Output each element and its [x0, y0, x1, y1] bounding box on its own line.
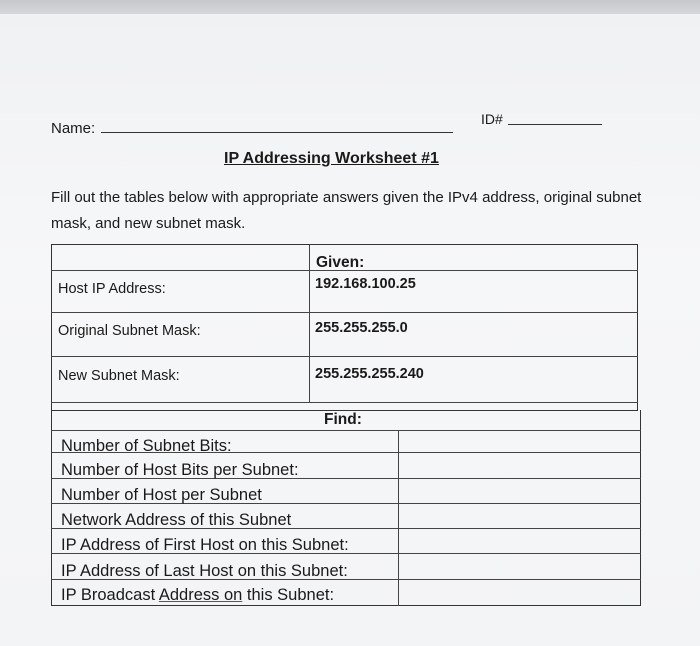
broadcast-underlined: Address on — [158, 586, 243, 604]
broadcast-address-label — [61, 586, 334, 605]
given-row-line — [51, 312, 638, 313]
host-bits-label: Number of Host Bits per Subnet: — [61, 461, 299, 479]
instructions: Fill out the tables below with appropriate answers given the IPv4 address, original subnet mask, and new subnet mask. — [51, 189, 642, 232]
new-mask-label: New Subnet Mask: — [58, 368, 180, 384]
first-host-label: IP Address of First Host on this Subnet: — [61, 536, 349, 554]
broadcast-prefix: IP Broadcast — [61, 586, 159, 604]
last-host-label: IP Address of Last Host on this Subnet: — [61, 562, 348, 580]
subnet-bits-label: Number of Subnet Bits: — [61, 437, 232, 455]
given-row-line — [51, 356, 638, 357]
name-field-line[interactable] — [101, 132, 453, 133]
broadcast-suffix: this Subnet: — [242, 586, 335, 604]
find-row-line — [51, 430, 641, 431]
page-title: IP Addressing Worksheet #1 — [224, 150, 439, 167]
id-field-line[interactable] — [508, 124, 602, 125]
original-mask-value: 255.255.255.0 — [315, 320, 408, 336]
network-address-label: Network Address of this Subnet — [61, 511, 292, 529]
given-row-line — [51, 402, 638, 403]
find-heading: Find: — [324, 411, 362, 428]
hosts-per-subnet-label: Number of Host per Subnet — [61, 486, 262, 504]
new-mask-value: 255.255.255.240 — [315, 366, 424, 382]
host-ip-label: Host IP Address: — [58, 281, 166, 297]
name-label: Name: — [51, 120, 96, 137]
id-label: ID# — [481, 111, 503, 127]
host-ip-value: 192.168.100.25 — [315, 276, 416, 292]
given-col-divider — [309, 244, 310, 402]
given-heading: Given: — [316, 254, 365, 271]
original-mask-label: Original Subnet Mask: — [58, 323, 201, 339]
